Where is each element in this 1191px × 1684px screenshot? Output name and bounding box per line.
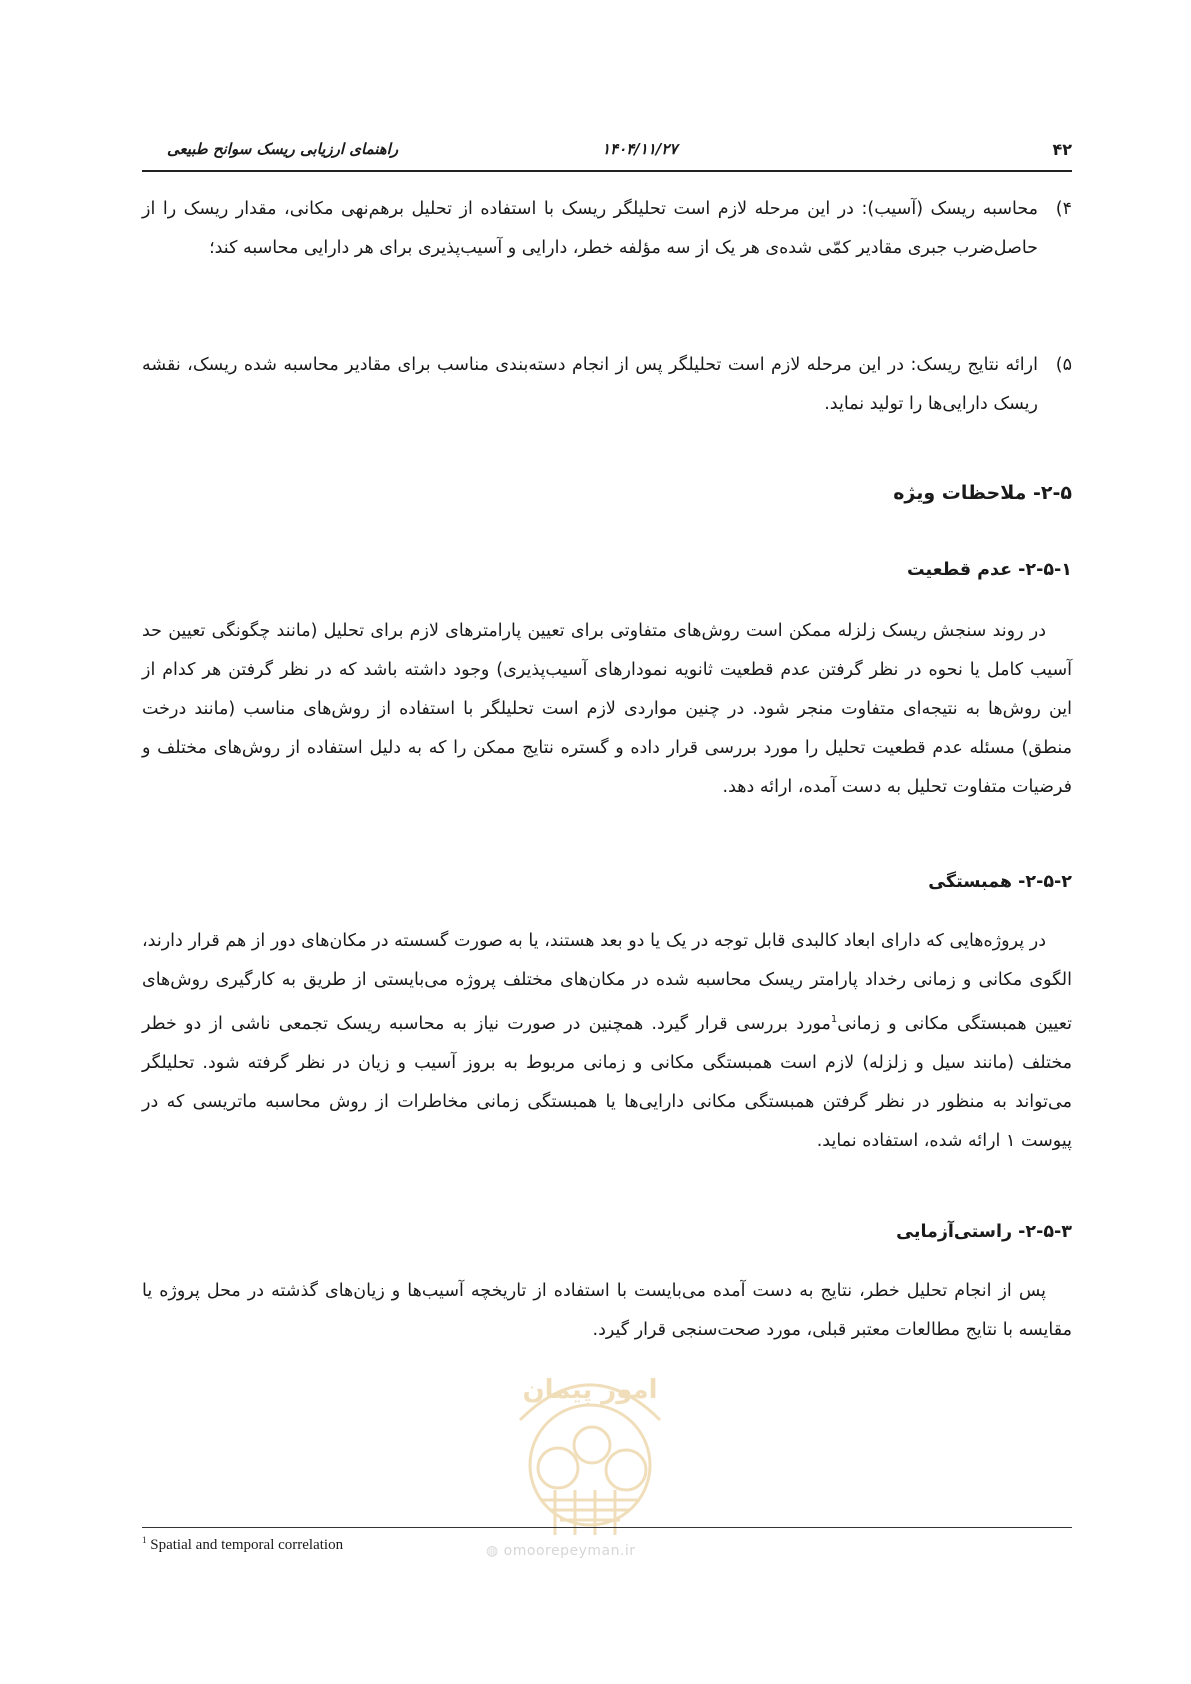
list-item bbox=[142, 190, 1072, 268]
list-item-number: ۴) bbox=[1055, 199, 1072, 219]
header-title: راهنمای ارزیابی ریسک سوانح طبیعی bbox=[167, 140, 399, 158]
watermark-site bbox=[486, 1543, 636, 1559]
paragraph-text: در پروژه‌هایی که دارای ابعاد کالبدی قابل توجه در یک یا دو بعد هستند، یا به صورت گسسته در مکان‌های دور از هم قرار دارند، الگوی مکانی و زمانی رخداد پارامتر ریسک محاسبه شده در مکان‌های مختلف پروژه می‌بایستی از طریق به کارگیری روش‌های تعیین همبستگی مکانی و زمانی bbox=[142, 931, 1073, 1034]
footnote-text: Spatial and temporal correlation bbox=[150, 1537, 344, 1553]
watermark-site-text: omoorepeyman.ir bbox=[503, 1543, 636, 1559]
logo-text: امور پیمان bbox=[522, 1375, 658, 1405]
list-item-number: ۵) bbox=[1055, 355, 1072, 375]
footnote-rule bbox=[142, 1527, 1072, 1528]
paragraph: پس از انجام تحلیل خطر، نتایج به دست آمده می‌بایست با استفاده از تاریخچه آسیب‌ها و زیان‌های گذشته در محل پروژه یا مقایسه با نتایج مطالعات معتبر قبلی، مورد صحت‌سنجی قرار گیرد. bbox=[142, 1281, 1072, 1340]
page-number: ۴۲ bbox=[1052, 140, 1072, 159]
globe-icon: ◍ bbox=[486, 1543, 499, 1559]
subsection-heading: ۲-۵-۱- عدم قطعیت bbox=[907, 560, 1072, 580]
paragraph bbox=[142, 922, 1072, 1161]
list-item bbox=[142, 346, 1072, 424]
omoore-peyman-logo-icon bbox=[480, 1350, 700, 1540]
subsection-heading: ۲-۵-۳- راستی‌آزمایی bbox=[896, 1222, 1072, 1242]
paragraph-text: مورد بررسی قرار گیرد. همچنین در صورت نیاز به محاسبه ریسک تجمعی ناشی از دو خطر مختلف (مانند سیل و زلزله) لازم است همبستگی مکانی و زمانی مربوط به بروز آسیب و زیان در نظر گرفته شود. تحلیلگر می‌تواند به منظور در نظر گرفتن همبستگی مکانی دارایی‌ها یا همبستگی زمانی مخاطرات از روش محاسبه ماتریسی که در پیوست ۱ ارائه شده، استفاده نماید. bbox=[142, 1013, 1072, 1151]
footnote bbox=[142, 1535, 343, 1554]
page-header bbox=[142, 140, 1072, 170]
section-heading: ۲-۵- ملاحظات ویژه bbox=[893, 482, 1072, 504]
list-item-text: ارائه نتایج ریسک: در این مرحله لازم است تحلیلگر پس از انجام دسته‌بندی مناسب برای مقادیر محاسبه شده ریسک، نقشه ریسک دارایی‌ها را تولید نماید. bbox=[142, 355, 1038, 414]
paragraph: در روند سنجش ریسک زلزله ممکن است روش‌های متفاوتی برای تعیین پارامترهای لازم برای تحلیل (مانند چگونگی تعیین حد آسیب کامل یا نحوه در نظر گرفتن عدم قطعیت ثانویه نمودارهای آسیب‌پذیری) وجود داشته باشد که در نظر گرفتن هر کدام از این روش‌ها به نتیجه‌ای متفاوت منجر شود. در چنین مواردی لازم است تحلیلگر با استفاده از روش‌های مناسب (مانند درخت منطق) مسئله عدم قطعیت تحلیل را مورد بررسی قرار داده و گستره نتایج ممکن را که به دلیل استفاده از روش‌های مختلف و فرضیات متفاوت تحلیل به دست آمده، ارائه دهد. bbox=[142, 621, 1072, 797]
header-rule bbox=[142, 170, 1072, 172]
footnote-number: 1 bbox=[142, 1535, 147, 1545]
footnote-reference[interactable]: 1 bbox=[830, 1014, 838, 1025]
subsection-heading: ۲-۵-۲- همبستگی bbox=[928, 872, 1072, 892]
list-item-text: محاسبه ریسک (آسیب): در این مرحله لازم است تحلیلگر ریسک با استفاده از تحلیل برهم‌نهی مکانی، مقدار ریسک را از حاصل‌ضرب جبری مقادیر کمّی شده‌ی هر یک از سه مؤلفه خطر، دارایی و آسیب‌پذیری برای هر دارایی محاسبه کند؛ bbox=[142, 199, 1038, 258]
header-date: ۱۴۰۴/۱۱/۲۷ bbox=[602, 140, 678, 158]
